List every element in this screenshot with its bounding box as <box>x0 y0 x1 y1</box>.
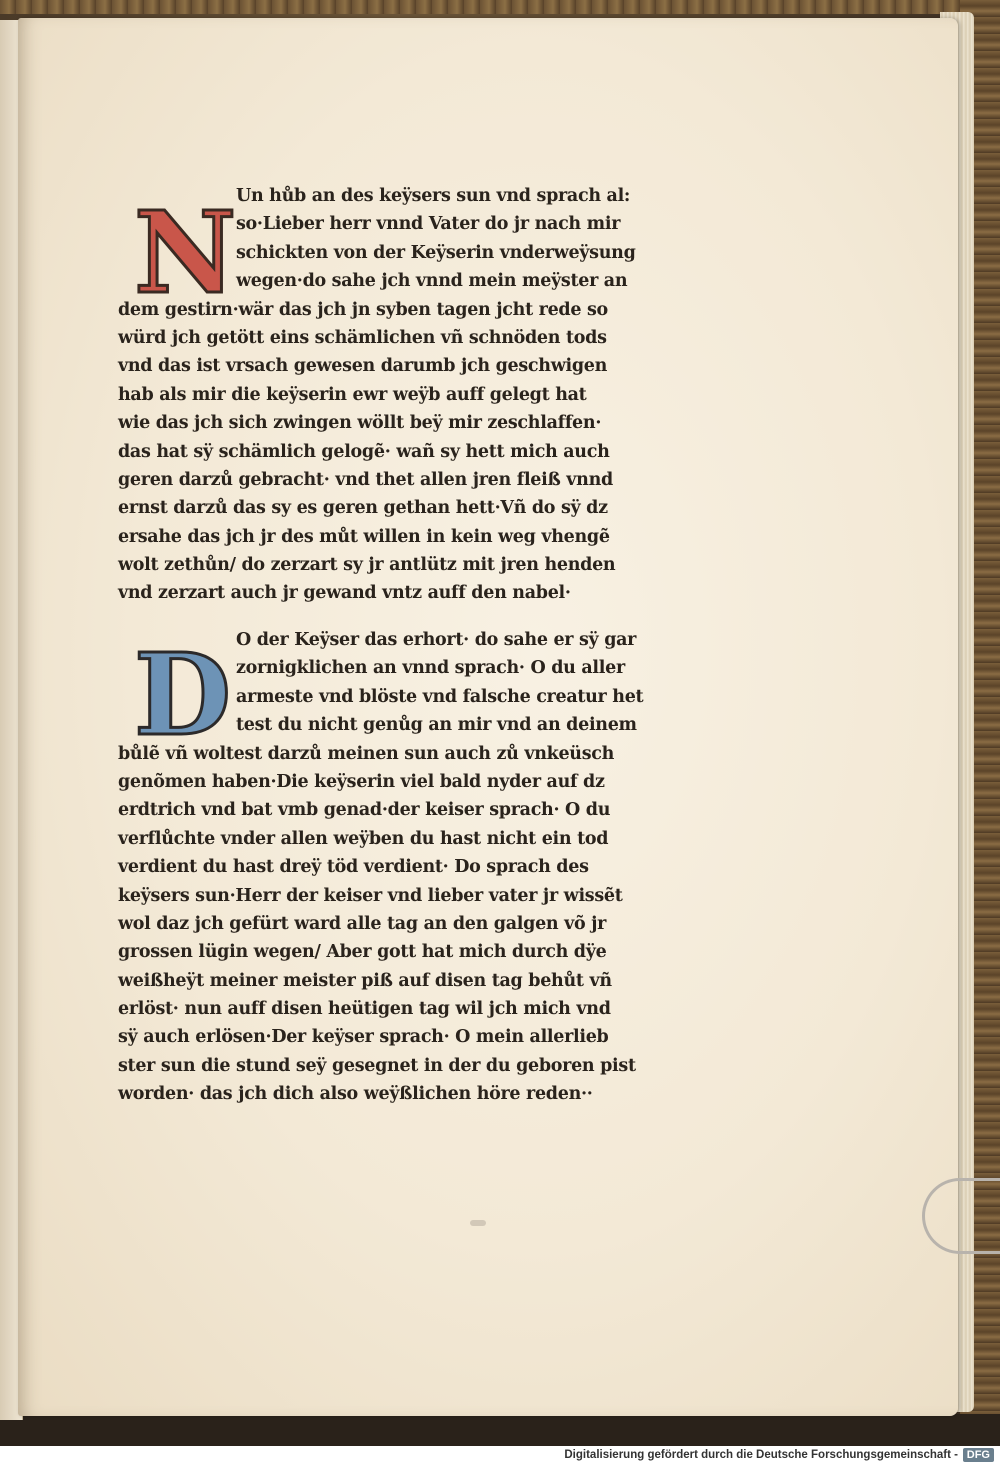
text-line: wegen·do sahe jch vnnd mein meÿster an <box>236 271 628 292</box>
text-line: schickten von der Keÿserin vnderweÿsung <box>236 242 636 263</box>
decorated-initial-d: D <box>134 630 232 761</box>
text-line: ernst darzů das sy es geren gethan hett·Vñ do sÿ dz <box>118 498 608 519</box>
text-line: wolt zethůn/ do zerzart sy jr antlütz mit jren henden <box>118 555 616 576</box>
text-line: O der Keÿser das erhort· do sahe er sÿ gar <box>236 630 637 650</box>
text-line: so·Lieber herr vnnd Vater do jr nach mir <box>236 214 621 235</box>
text-block-1 <box>118 182 738 608</box>
dfg-logo: DFG <box>963 1448 994 1462</box>
text-line: bůlẽ vñ woltest darzů meinen sun auch zů vnkeüsch <box>118 743 615 764</box>
text-line: ersahe das jch jr des můt willen in kein weg vhengẽ <box>118 526 610 547</box>
text-line: weißheÿt meiner meister piß auf disen tag behůt vñ <box>118 970 612 991</box>
text-line: worden· das jch dich also weÿßlichen höre reden·· <box>118 1084 593 1105</box>
text-line: ster sun die stund seÿ gesegnet in der du geboren pist <box>118 1055 636 1076</box>
text-line: erdtrich vnd bat vmb genad·der keiser sprach· O du <box>118 800 611 821</box>
book-cover-top <box>0 0 1000 14</box>
scan-background-bottom <box>0 1414 1000 1446</box>
ink-smudge <box>470 1220 486 1226</box>
text-line: erlöst· nun auff disen heütigen tag wil jch mich vnd <box>118 999 611 1020</box>
text-line: hab als mir die keÿserin ewr weÿb auff gelegt hat <box>118 384 587 405</box>
text-line: vnd zerzart auch jr gewand vntz auff den nabel· <box>118 583 571 604</box>
text-line: verflůchte vnder allen weÿben du hast nicht ein tod <box>118 828 609 849</box>
text-line: das hat sÿ schämlich gelogẽ· wañ sy hett mich auch <box>118 441 610 462</box>
text-line: dem gestirn·wär das jch jn syben tagen jcht rede so <box>118 299 608 320</box>
funding-credit: Digitalisierung gefördert durch die Deutsche Forschungsgemeinschaft - <box>564 1449 958 1461</box>
text-line: zornigklichen an vnnd sprach· O du aller <box>236 658 625 679</box>
text-line: test du nicht genůg an mir vnd an deinem <box>236 715 637 736</box>
paper-clip <box>922 1178 1000 1254</box>
text-line: vnd das ist vrsach gewesen darumb jch geschwigen <box>118 356 608 377</box>
text-line: genõmen haben·Die keÿserin viel bald nyder auf dz <box>118 771 605 792</box>
text-line: wol daz jch gefürt ward alle tag an den galgen võ jr <box>118 913 607 934</box>
text-block-2 <box>118 626 738 1109</box>
text-line: keÿsers sun·Herr der keiser vnd lieber vater jr wissẽt <box>118 885 623 906</box>
text-line: verdient du hast dreÿ töd verdient· Do sprach des <box>118 857 589 878</box>
text-line: armeste vnd blöste vnd falsche creatur het <box>236 686 644 707</box>
text-line: würd jch getött eins schämlichen vñ schnöden tods <box>118 327 607 348</box>
decorated-initial-n: N <box>134 188 237 319</box>
text-line: wie das jch sich zwingen wöllt beÿ mir zeschlaffen· <box>118 413 602 434</box>
text-line: Un hůb an des keÿsers sun vnd sprach al: <box>236 186 631 206</box>
text-line: sÿ auch erlösen·Der keÿser sprach· O mein allerlieb <box>118 1027 609 1048</box>
footer-bar <box>0 1446 1000 1466</box>
text-line: geren darzů gebracht· vnd thet allen jren fleiß vnnd <box>118 469 613 490</box>
text-line: grossen lügin wegen/ Aber gott hat mich durch dÿe <box>118 942 607 963</box>
